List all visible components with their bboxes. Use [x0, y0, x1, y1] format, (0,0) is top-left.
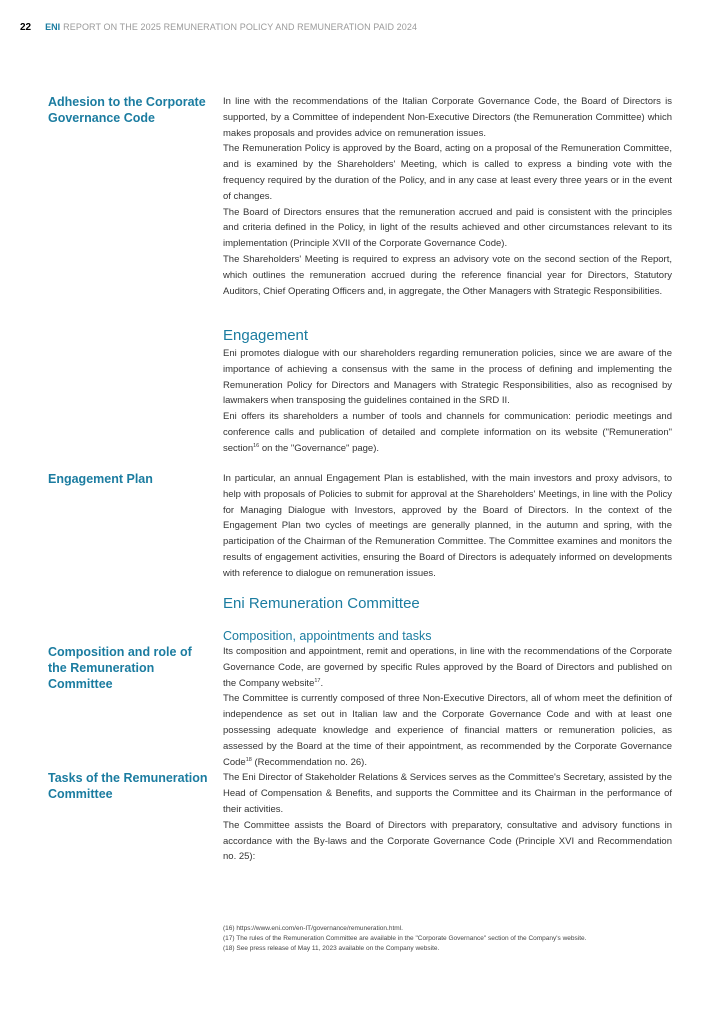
page-number: 22 [20, 22, 32, 33]
paragraph: The Shareholders' Meeting is required to express an advisory vote on the second section of the Report, which outlines the remuneration accrued during the reference financial year for Directors, Statutory Auditors, Chief Operating Officers and, in aggregate, the Other Managers with Strategic Responsibilities. [223, 253, 672, 297]
sidebar-label-adhesion: Adhesion to the Corporate Governance Code [48, 95, 206, 125]
paragraph: The Eni Director of Stakeholder Relations & Services serves as the Committee's Secretary, assisted by the Head of Compensation & Benefits, and supports the Committee and its Chairman in the performance of their activities. [223, 772, 672, 815]
footnote-17: (17) The rules of the Remuneration Committee are available in the "Corporate Governance" section of the Company's website. [223, 935, 587, 942]
footnote-ref: 17 [314, 677, 321, 684]
footnote-ref: 18 [245, 756, 252, 763]
paragraph: The Board of Directors ensures that the remuneration accrued and paid is consistent with the principles and criteria defined in the Policy, in light of the results achieved and other circumstances relevant to its implementation (Principle XVII of the Corporate Governance Code). [223, 206, 672, 250]
footnotes [223, 924, 693, 954]
footnote-16: (16) https://www.eni.com/en-IT/governance/remuneration.html. [223, 925, 403, 932]
paragraph: Eni offers its shareholders a number of tools and channels for communication: periodic meetings and conference calls and publication of detailed and complete information on its website ("Remuneration" section$^{16}$ on the "Governance" page). [223, 411, 672, 454]
paragraph: The Remuneration Policy is approved by the Board, acting on a proposal of the Remuneration Committee, and is examined by the Shareholders' Meeting, which is called to express a binding vote with the frequency required by the duration of the Policy, and in any case at least every three years or in the event of changes. [223, 143, 672, 202]
paragraph: In line with the recommendations of the Italian Corporate Governance Code, the Board of Directors is supported, by a Committee of independent Non-Executive Directors (the Remuneration Committee) which makes proposals and provides advice on remuneration issues. [223, 96, 672, 139]
engagement-plan-section [223, 471, 672, 582]
engagement-heading: Engagement [223, 327, 309, 344]
report-title: REPORT ON THE 2025 REMUNERATION POLICY AND REMUNERATION PAID 2024 [63, 22, 418, 32]
committee-section [223, 644, 672, 865]
footnote-ref: 16 [253, 442, 260, 449]
sidebar-label-engagement-plan: Engagement Plan [48, 472, 153, 486]
page-header [20, 20, 417, 34]
sidebar-label-tasks: Tasks of the Remuneration Committee [48, 771, 208, 801]
paragraph: Eni promotes dialogue with our shareholders regarding remuneration policies, since we are aware of the importance of achieving a consensus with the same in the process of defining and implementing the Remuneration Policy for Directors and Managers with Strategic Responsibilities, also as recognised by lawmakers when transposing the guidelines contained in the SRD II. [223, 348, 672, 407]
brand-name: ENI [45, 22, 61, 32]
paragraph: The Committee is currently composed of three Non-Executive Directors, all of whom meet the definition of independence as set out in Italian law and the Corporate Governance Code and with at least one possessing adequate knowledge and experience of financial matters or remuneration policies, as assessed by the Board at the time of their appointment, as recommended by the Corporate Governance Code$^{18}$ (Recommendation no. 26). [223, 693, 672, 768]
paragraph: The Committee assists the Board of Directors with preparatory, consultative and advisory functions in accordance with the By-laws and the Corporate Governance Code (Principle XVI and Recommendation no. 25): [223, 819, 672, 863]
paragraph: Its composition and appointment, remit and operations, in line with the recommendations of the Corporate Governance Code, are governed by specific Rules approved by the Board of Directors and published on the Company website$^{17}$. [223, 646, 672, 689]
committee-heading: Eni Remuneration Committee [223, 595, 420, 612]
committee-subheading: Composition, appointments and tasks [223, 629, 432, 643]
engagement-section [223, 346, 672, 457]
sidebar-label-composition: Composition and role of the Remuneration Committee [48, 645, 192, 691]
paragraph: In particular, an annual Engagement Plan is established, with the main investors and proxy advisors, to help with proposals of Policies to submit for approval at the Shareholders' Meetings, in line with the Policy for Managing Dialogue with Investors, approved by the Board of Directors. In the context of the Engagement Plan two cycles of meetings are generally planned, in the autumn and spring, with the participation of the Chairman of the Remuneration Committee. The Committee examines and monitors the results of engagement activities, ensuring the Board of Directors is adequately informed on developments with reference to dialogue on remuneration issues. [223, 473, 672, 579]
footnote-18: (18) See press release of May 11, 2023 available on the Company website. [223, 945, 440, 952]
adhesion-section [223, 94, 672, 299]
